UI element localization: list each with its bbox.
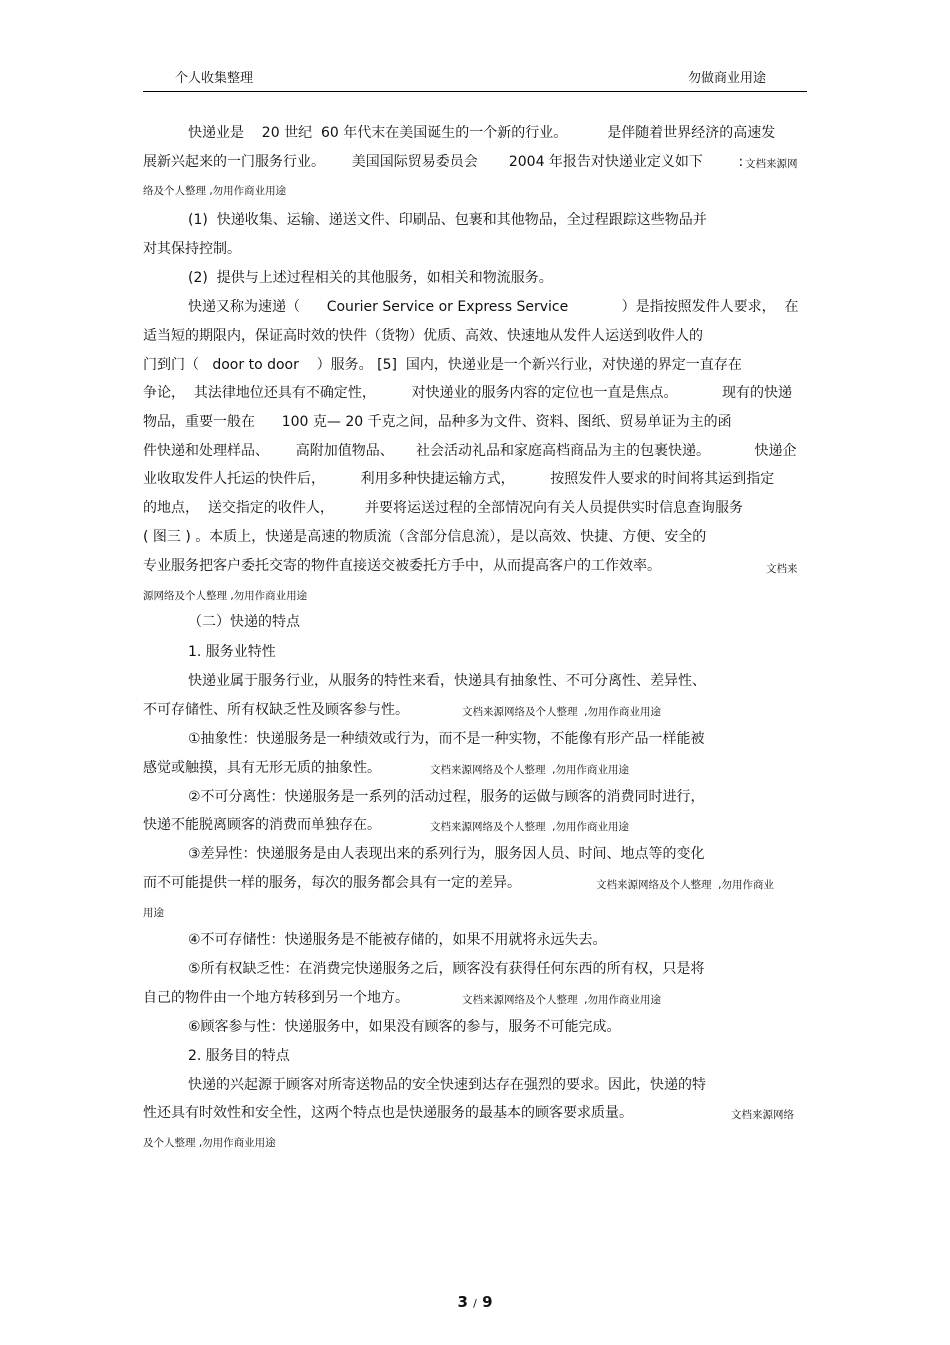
header-rule [143,91,807,92]
section-heading: （二）快递的特点 [188,614,300,630]
paragraph-line: 而不可能提供一样的服务，每次的服务都会具有一定的差异。 [143,875,521,891]
paragraph-line: 展新兴起来的一门服务行业。 美国国际贸易委员会 2004 年报告对快递业定义如下 : [143,154,744,170]
source-note: 源网络及个人整理 ,勿用作商业用途 [143,590,308,602]
paragraph-line: 物品，重要一般在 100 克— 20 千克之间，品种多为文件、资料、图纸、贸易单证为主的函 [143,414,732,430]
page-separator: / [473,1297,477,1310]
header-left: 个人收集整理 [175,71,254,86]
source-note: 文档来源网络及个人整理 ,勿用作商业用途 [462,706,662,718]
paragraph-line: 性还具有时效性和安全性，这两个特点也是快递服务的最基本的顾客要求质量。 [143,1105,633,1121]
source-note: 文档来源网络 [731,1109,794,1121]
paragraph-line: 感觉或触摸，具有无形无质的抽象性。 [143,760,381,776]
paragraph-line: ( 图三 ) 。本质上，快递是高速的物质流（含部分信息流），是以高效、快捷、方便、安全的 [143,529,707,545]
paragraph-line: 适当短的期限内，保证高时效的快件（货物）优质、高效、快速地从发件人运送到收件人的 [143,328,703,344]
source-note: 文档来源网络及个人整理 ,勿用作商业用途 [430,764,630,776]
paragraph-line: ⑤所有权缺乏性：在消费完快递服务之后，顾客没有获得任何东西的所有权，只是将 [188,961,705,977]
source-note: 文档来源网 [745,158,798,170]
paragraph-line: 快递业是 20 世纪 60 年代末在美国诞生的一个新的行业。 是伴随着世界经济的高速发 [188,125,776,141]
subsection-heading: 2. 服务目的特点 [188,1048,290,1064]
source-note: 文档来源网络及个人整理 ,勿用作商业用途 [430,821,630,833]
paragraph-line: 门到门（ door to door ）服务。 [5] 国内，快递业是一个新兴行业，对快递的界定一直存在 [143,357,742,373]
paragraph-line: 快递业属于服务行业，从服务的特性来看，快递具有抽象性、不可分离性、差异性、 [188,673,706,689]
paragraph-line: ③差异性：快递服务是由人表现出来的系列行为，服务因人员、时间、地点等的变化 [188,846,705,862]
paragraph-line: 快递不能脱离顾客的消费而单独存在。 [143,817,381,833]
paragraph-line: ⑥顾客参与性：快递服务中，如果没有顾客的参与，服务不可能完成。 [188,1019,621,1035]
paragraph-line: 自己的物件由一个地方转移到另一个地方。 [143,990,409,1006]
source-note: 文档来 [766,563,798,575]
paragraph-line: 业收取发件人托运的快件后， 利用多种快捷运输方式， 按照发件人要求的时间将其运到指定 [143,471,775,487]
source-note: 文档来源网络及个人整理 ,勿用作商业 [596,879,775,891]
paragraph-line: 争论， 其法律地位还具有不确定性， 对快递业的服务内容的定位也一直是焦点。 现有的快递 [143,385,793,401]
paragraph-line: (2) 提供与上述过程相关的其他服务，如相关和物流服务。 [188,270,553,286]
paragraph-line: 专业服务把客户委托交寄的物件直接送交被委托方手中，从而提高客户的工作效率。 [143,558,661,574]
paragraph-line: 对其保持控制。 [143,241,241,257]
paragraph-line: 不可存储性、所有权缺乏性及顾客参与性。 [143,702,409,718]
source-note: 用途 [143,907,164,919]
page-number [0,1293,950,1311]
paragraph-line: ②不可分离性：快递服务是一系列的活动过程，服务的运做与顾客的消费同时进行， [188,789,705,805]
paragraph-line: 的地点， 送交指定的收件人， 并要将运送过程的全部情况向有关人员提供实时信息查询服务 [143,500,744,516]
source-note: 文档来源网络及个人整理 ,勿用作商业用途 [462,994,662,1006]
paragraph-line: (1) 快递收集、运输、递送文件、印刷品、包裹和其他物品，全过程跟踪这些物品并 [188,212,707,228]
paragraph-line: 快递的兴起源于顾客对所寄送物品的安全快速到达存在强烈的要求。因此，快递的特 [188,1077,706,1093]
page-current: 3 [457,1293,468,1311]
header-right: 勿做商业用途 [688,71,767,86]
paragraph-line: ①抽象性：快递服务是一种绩效或行为，而不是一种实物，不能像有形产品一样能被 [188,731,705,747]
page-total: 9 [482,1293,493,1311]
paragraph-line: 快递又称为速递（ Courier Service or Express Service ）是指按照发件人要求， 在 [188,299,799,315]
subsection-heading: 1. 服务业特性 [188,644,276,660]
source-note: 及个人整理 ,勿用作商业用途 [143,1137,276,1149]
paragraph-line: 件快递和处理样品、 高附加值物品、 社会活动礼品和家庭高档商品为主的包裹快递。 快递企 [143,443,797,459]
source-note: 络及个人整理 ,勿用作商业用途 [143,185,287,197]
paragraph-line: ④不可存储性：快递服务是不能被存储的，如果不用就将永远失去。 [188,932,607,948]
